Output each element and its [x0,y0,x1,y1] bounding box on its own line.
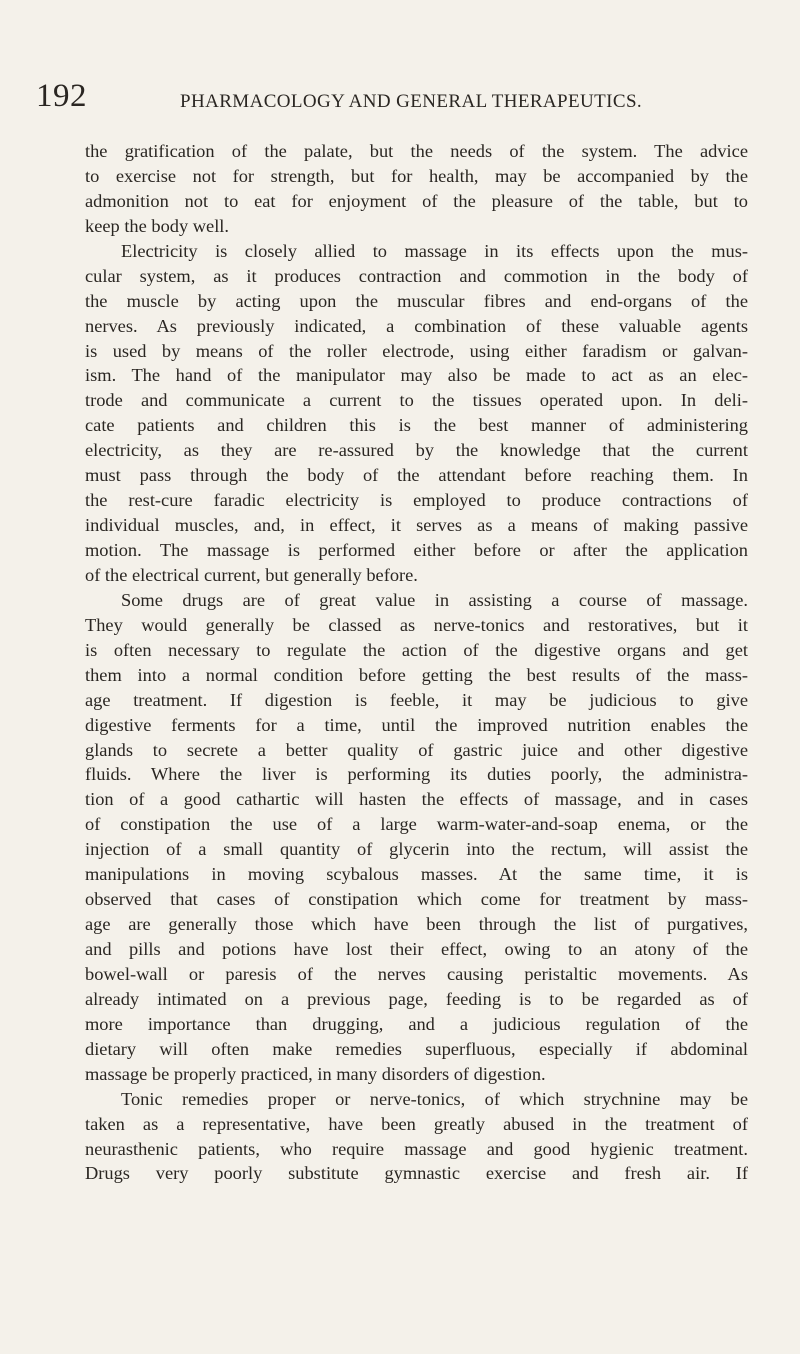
text-line: massage be properly practiced, in many disorders of digestion. [85,1063,546,1084]
text-line: the muscle by acting upon the muscular fibres and end-organs of the [85,290,748,311]
body-text [85,139,748,1186]
text-line: cular system, as it produces contraction and commotion in the body of [85,265,748,286]
text-line: of the electrical current, but generally before. [85,564,418,585]
text-line: age are generally those which have been through the list of purgatives, [85,914,748,935]
text-line: electricity, as they are re-assured by the knowledge that the current [85,440,748,461]
text-line: them into a normal condition before getting the best results of the mass- [85,664,748,685]
text-line: already intimated on a previous page, feeding is to be regarded as of [85,988,748,1009]
text-line: keep the body well. [85,215,230,236]
text-line: is often necessary to regulate the action of the digestive organs and get [85,639,748,660]
text-line: Drugs very poorly substitute gymnastic exercise and fresh air. If [85,1163,748,1184]
text-line: injection of a small quantity of glycerin into the rectum, will assist the [85,839,748,860]
text-line: of constipation the use of a large warm-water-and-soap enema, or the [85,814,748,835]
text-line: nerves. As previously indicated, a combination of these valuable agents [85,315,748,336]
text-line: Tonic remedies proper or nerve-tonics, of which strychnine may be [121,1088,748,1109]
text-line: Some drugs are of great value in assisting a course of massage. [121,589,748,610]
page-number: 192 [36,78,87,114]
text-line: and pills and potions have lost their effect, owing to an atony of the [85,939,748,959]
text-line: the gratification of the palate, but the needs of the system. The advice [85,141,748,161]
text-line: more importance than drugging, and a judicious regulation of the [85,1013,748,1034]
text-line: cate patients and children this is the best manner of administering [85,415,748,436]
text-line: trode and communicate a current to the tissues operated upon. In deli- [85,390,748,411]
text-line: observed that cases of constipation which come for treatment by mass- [85,889,748,910]
text-line: admonition not to eat for enjoyment of the pleasure of the table, but to [85,190,748,211]
text-line: They would generally be classed as nerve-tonics and restoratives, but it [85,614,748,635]
text-line: tion of a good cathartic will hasten the effects of massage, and in cases [85,789,748,810]
text-line: is used by means of the roller electrode, using either faradism or galvan- [85,340,748,361]
text-line: dietary will often make remedies superfluous, especially if abdominal [85,1038,748,1059]
text-line: glands to secrete a better quality of gastric juice and other digestive [85,739,748,760]
text-line: must pass through the body of the attendant before reaching them. In [85,465,748,486]
text-line: the rest-cure faradic electricity is employed to produce contractions of [85,490,748,511]
text-line: age treatment. If digestion is feeble, it may be judicious to give [85,689,748,710]
text-line: taken as a representative, have been greatly abused in the treatment of [85,1113,748,1134]
text-line: individual muscles, and, in effect, it serves as a means of making passive [85,515,748,536]
text-line: ism. The hand of the manipulator may also be made to act as an elec- [85,365,748,386]
text-line: Electricity is closely allied to massage in its effects upon the mus- [121,240,748,261]
text-line: motion. The massage is performed either before or after the application [85,540,748,560]
text-line: to exercise not for strength, but for health, may be accompanied by the [85,165,748,186]
text-line: neurasthenic patients, who require massage and good hygienic treatment. [85,1138,748,1159]
text-line: digestive ferments for a time, until the improved nutrition enables the [85,714,748,735]
page-header [0,78,800,114]
text-line: manipulations in moving scybalous masses. At the same time, it is [85,864,748,885]
running-head: PHARMACOLOGY AND GENERAL THERAPEUTICS. [180,91,643,112]
text-line: fluids. Where the liver is performing its duties poorly, the administra- [85,764,748,785]
text-line: bowel-wall or paresis of the nerves causing peristaltic movements. As [85,963,748,984]
